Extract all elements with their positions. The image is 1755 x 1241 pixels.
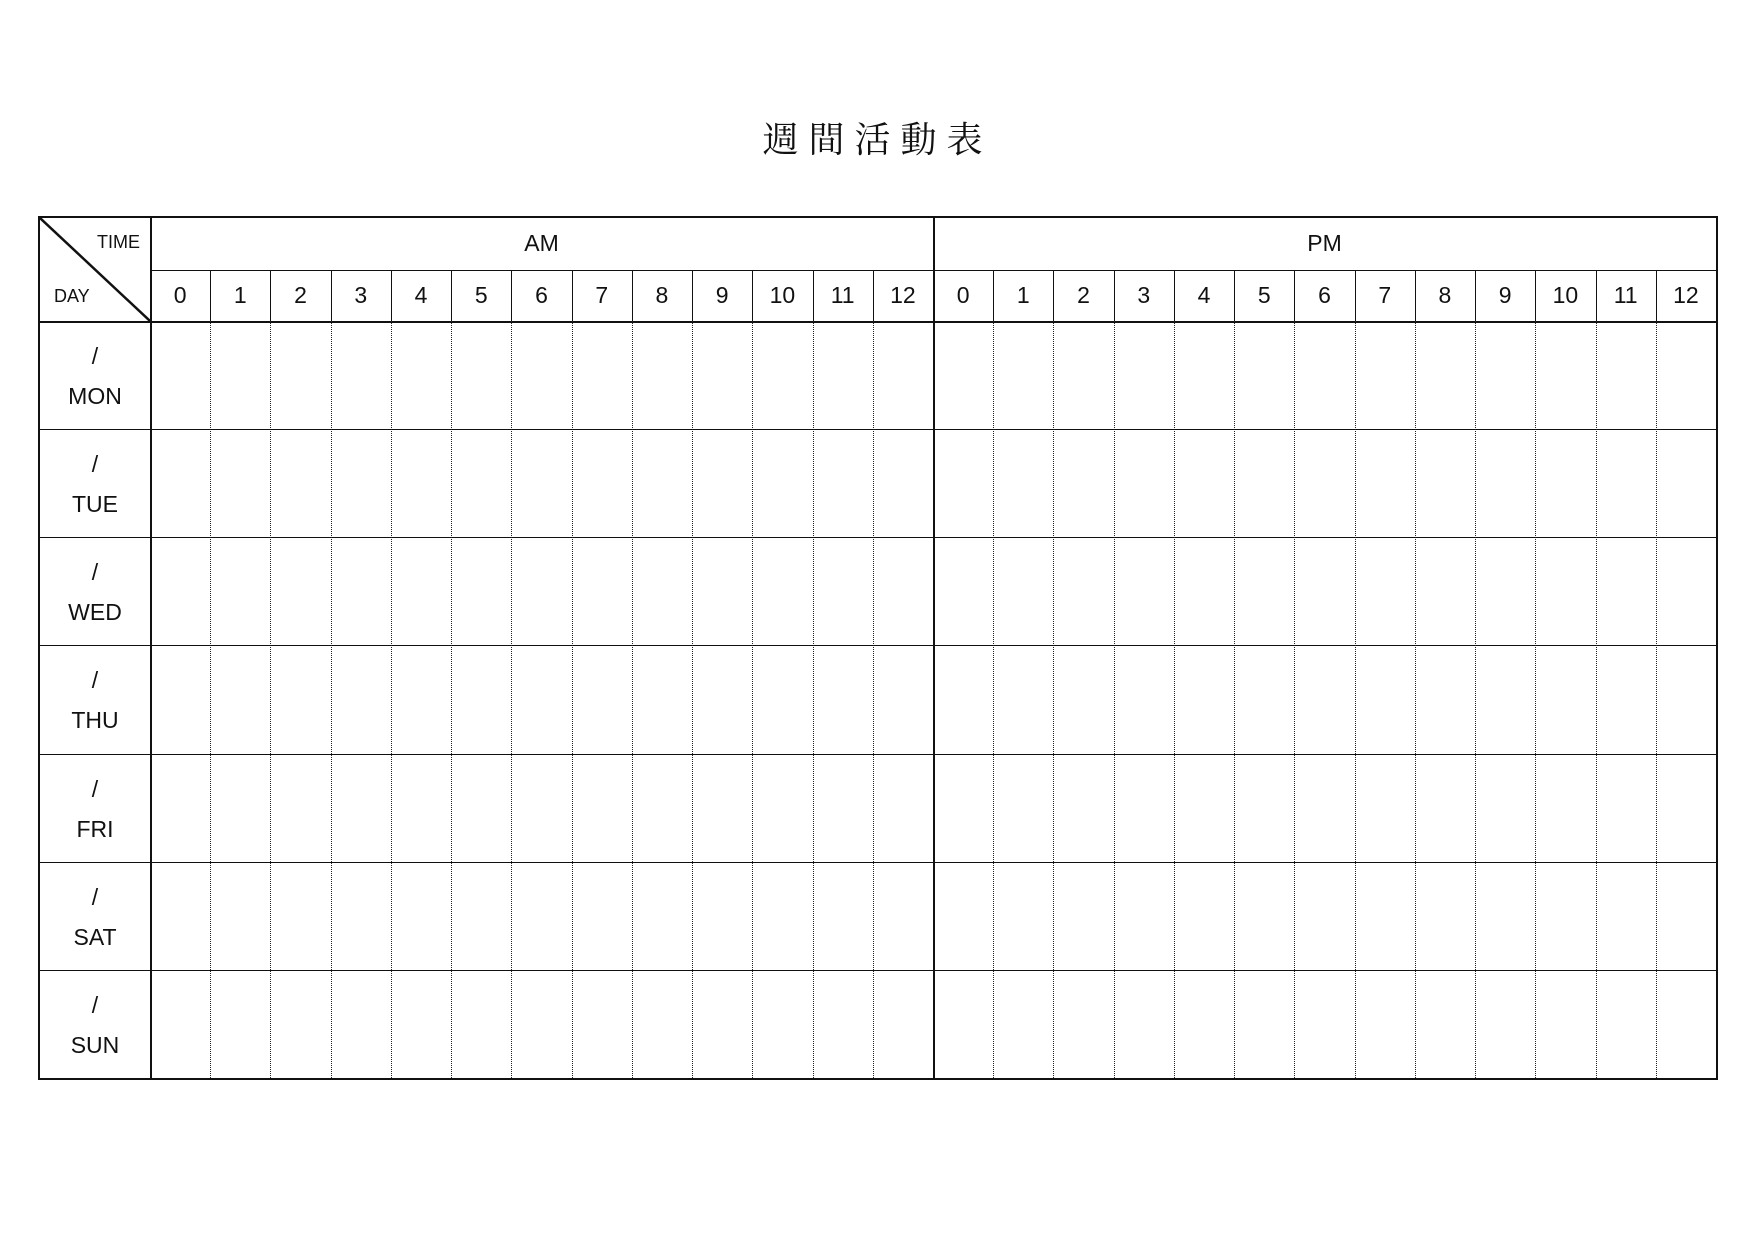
hour-header: 3 (354, 282, 368, 308)
day-name-tue: TUE (72, 491, 118, 518)
row-divider (40, 537, 1716, 538)
hour-dotted-line (270, 321, 271, 1078)
hour-header: 10 (769, 282, 796, 308)
hour-header: 1 (233, 282, 247, 308)
hour-header-divider (1174, 270, 1175, 321)
hour-header: 7 (595, 282, 609, 308)
hour-header-divider (993, 270, 994, 321)
hour-header-divider (331, 270, 332, 321)
hour-header: 5 (474, 282, 488, 308)
hour-header-divider (1596, 270, 1597, 321)
row-divider (40, 862, 1716, 863)
hour-header: 2 (294, 282, 307, 308)
hour-header: 10 (1552, 282, 1579, 308)
day-name-thu: THU (71, 707, 119, 734)
hour-dotted-line (1355, 321, 1356, 1078)
hour-dotted-line (1234, 321, 1235, 1078)
hour-header-divider (873, 270, 874, 321)
hour-header: 3 (1137, 282, 1151, 308)
hour-header: 8 (1438, 282, 1452, 308)
hour-header-divider (1475, 270, 1476, 321)
hour-header-divider (1234, 270, 1235, 321)
hour-header-divider (632, 270, 633, 321)
day-date-field[interactable]: / (91, 991, 99, 1018)
corner-day-label: DAY (54, 286, 90, 306)
day-date-field[interactable]: / (91, 883, 99, 910)
hour-header-divider (692, 270, 693, 321)
row-divider (40, 754, 1716, 755)
hour-header: 11 (1613, 282, 1638, 308)
hour-dotted-line (1114, 321, 1115, 1078)
hour-dotted-line (1475, 321, 1476, 1078)
hour-dotted-line (873, 321, 874, 1078)
corner-time-label: TIME (97, 232, 140, 252)
period-header-am: AM (524, 230, 559, 256)
hour-header: 0 (173, 282, 187, 308)
day-name-wed: WED (68, 599, 122, 626)
row-divider (40, 429, 1716, 430)
hour-dotted-line (210, 321, 211, 1078)
hour-header: 6 (1318, 282, 1331, 308)
hour-header: 7 (1378, 282, 1392, 308)
hour-header: 4 (1197, 282, 1211, 308)
hour-header: 5 (1257, 282, 1271, 308)
hour-header: 12 (890, 282, 916, 308)
hour-header-divider (572, 270, 573, 321)
header-bottom-line (40, 321, 1716, 323)
hour-header-divider (1535, 270, 1536, 321)
hour-dotted-line (1596, 321, 1597, 1078)
hour-header-divider (1355, 270, 1356, 321)
hour-dotted-line (813, 321, 814, 1078)
hour-header: 11 (830, 282, 855, 308)
hour-header-divider (270, 270, 271, 321)
day-column-line (150, 218, 152, 1078)
hour-dotted-line (331, 321, 332, 1078)
hour-header-divider (1114, 270, 1115, 321)
day-name-sat: SAT (73, 923, 117, 950)
hour-header-divider (511, 270, 512, 321)
hour-header-divider (1294, 270, 1295, 321)
row-divider (40, 970, 1716, 971)
period-divider (933, 218, 935, 1078)
day-date-field[interactable]: / (91, 343, 99, 369)
hour-header: 6 (535, 282, 548, 308)
day-name-mon: MON (68, 383, 122, 409)
hour-header-divider (391, 270, 392, 321)
hour-dotted-line (752, 321, 753, 1078)
hour-dotted-line (1656, 321, 1657, 1078)
hour-header: 12 (1673, 282, 1699, 308)
hour-header-divider (210, 270, 211, 321)
hour-header-divider (451, 270, 452, 321)
hour-header: 1 (1016, 282, 1030, 308)
hour-header-divider (752, 270, 753, 321)
day-name-fri: FRI (76, 815, 114, 842)
hour-header: 9 (715, 282, 729, 308)
day-date-field[interactable]: / (91, 559, 99, 586)
period-header-pm: PM (1307, 230, 1342, 256)
hour-dotted-line (451, 321, 452, 1078)
hour-dotted-line (572, 321, 573, 1078)
hour-header-divider (813, 270, 814, 321)
hour-dotted-line (1174, 321, 1175, 1078)
hour-header: 4 (414, 282, 428, 308)
day-name-sun: SUN (70, 1031, 120, 1058)
hour-dotted-line (692, 321, 693, 1078)
hour-header-divider (1415, 270, 1416, 321)
weekly-activity-grid (38, 216, 1718, 1080)
hour-dotted-line (391, 321, 392, 1078)
day-date-field[interactable]: / (91, 451, 99, 478)
hour-dotted-line (632, 321, 633, 1078)
hour-dotted-line (1294, 321, 1295, 1078)
row-divider (40, 645, 1716, 646)
day-date-field[interactable]: / (91, 667, 99, 694)
hour-header-divider (1656, 270, 1657, 321)
hour-dotted-line (1535, 321, 1536, 1078)
hour-header: 0 (956, 282, 970, 308)
hour-header-divider (1053, 270, 1054, 321)
hour-header: 9 (1498, 282, 1512, 308)
page-title: 週間活動表 (762, 120, 993, 161)
day-date-field[interactable]: / (91, 775, 99, 802)
hour-header: 2 (1077, 282, 1090, 308)
hour-dotted-line (511, 321, 512, 1078)
hour-header: 8 (655, 282, 669, 308)
hour-dotted-line (1053, 321, 1054, 1078)
hour-dotted-line (993, 321, 994, 1078)
hour-dotted-line (1415, 321, 1416, 1078)
